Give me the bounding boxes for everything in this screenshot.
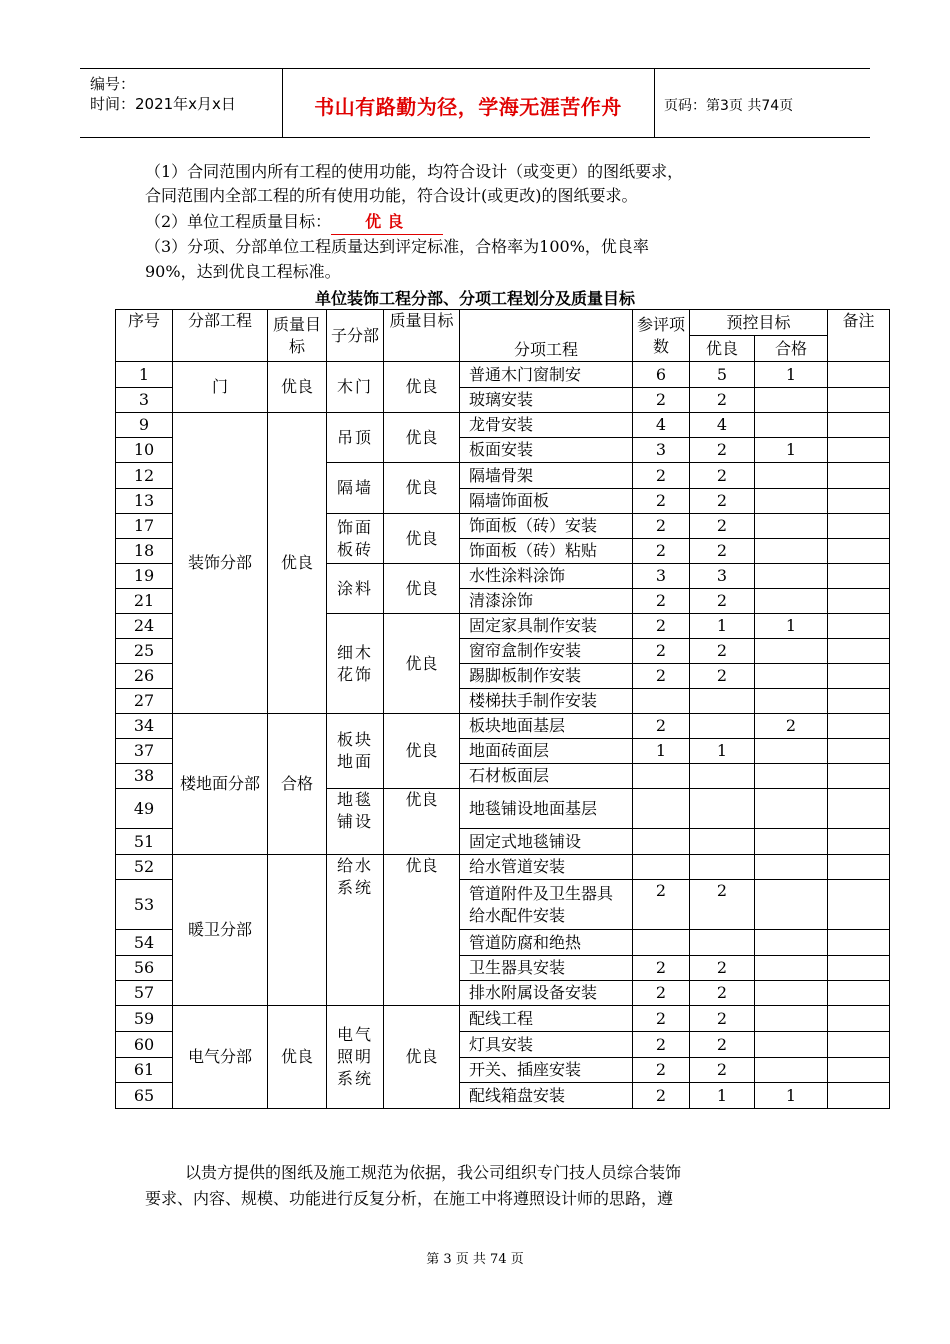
cell-seq: 19 — [116, 564, 173, 589]
cell-seq: 25 — [116, 639, 173, 664]
cell-count: 2 — [633, 639, 690, 664]
cell-subdivision: 吊顶 — [327, 413, 384, 463]
cell-item: 龙骨安装 — [460, 413, 633, 438]
cell-qualified — [755, 930, 828, 956]
cell-remark — [828, 956, 890, 981]
cell-subdivision: 隔墙 — [327, 463, 384, 514]
cell-remark — [828, 689, 890, 714]
cell-remark — [828, 714, 890, 739]
cell-remark — [828, 1083, 890, 1109]
cell-remark — [828, 388, 890, 413]
cell-item: 管道防腐和绝热 — [460, 930, 633, 956]
cell-item: 地毯铺设地面基层 — [460, 789, 633, 829]
closing-paragraph — [145, 1160, 681, 1212]
cell-remark — [828, 639, 890, 664]
table-title: 单位装饰工程分部、分项工程划分及质量目标 — [314, 289, 635, 308]
cell-qualified — [755, 1058, 828, 1083]
cell-count: 2 — [633, 489, 690, 514]
cell-qualified — [755, 539, 828, 564]
cell-sub-quality: 优良 — [384, 789, 460, 855]
cell-excellent: 1 — [690, 1083, 755, 1109]
cell-division: 楼地面分部 — [173, 714, 268, 855]
cell-seq: 21 — [116, 589, 173, 614]
cell-qualified — [755, 1032, 828, 1058]
cell-count — [633, 764, 690, 789]
cell-seq: 49 — [116, 789, 173, 829]
cell-seq: 1 — [116, 362, 173, 388]
cell-remark — [828, 489, 890, 514]
cell-item: 配线工程 — [460, 1006, 633, 1032]
header-item: 分项工程 — [460, 310, 633, 362]
cell-qualified — [755, 514, 828, 539]
cell-count: 2 — [633, 880, 690, 930]
cell-seq: 53 — [116, 880, 173, 930]
cell-excellent — [690, 829, 755, 855]
cell-item: 饰面板（砖）安装 — [460, 514, 633, 539]
cell-subdivision: 涂料 — [327, 564, 384, 614]
cell-remark — [828, 362, 890, 388]
cell-count — [633, 829, 690, 855]
quality-target-table — [115, 309, 890, 1109]
cell-item: 隔墙饰面板 — [460, 489, 633, 514]
header-division: 分部工程 — [173, 310, 268, 362]
cell-remark — [828, 829, 890, 855]
cell-qualified — [755, 1006, 828, 1032]
cell-seq: 17 — [116, 514, 173, 539]
table-row — [116, 855, 890, 880]
cell-seq: 27 — [116, 689, 173, 714]
cell-excellent: 2 — [690, 1058, 755, 1083]
cell-seq: 61 — [116, 1058, 173, 1083]
cell-count: 2 — [633, 1083, 690, 1109]
cell-count: 2 — [633, 463, 690, 489]
header-page-info — [654, 69, 870, 137]
document-number-label: 编号： — [90, 75, 136, 93]
cell-remark — [828, 880, 890, 930]
closing-line-2: 要求、内容、规模、功能进行反复分析，在施工中将遵照设计师的思路，遵 — [145, 1189, 674, 1208]
cell-remark — [828, 564, 890, 589]
cell-subdivision: 电气照明系统 — [327, 1006, 384, 1109]
cell-sub-quality: 优良 — [384, 463, 460, 514]
header-motto — [282, 69, 655, 137]
cell-seq: 13 — [116, 489, 173, 514]
cell-subdivision: 细木花饰 — [327, 614, 384, 714]
cell-excellent: 2 — [690, 1032, 755, 1058]
cell-count: 2 — [633, 589, 690, 614]
cell-seq: 52 — [116, 855, 173, 880]
cell-item: 踢脚板制作安装 — [460, 664, 633, 689]
cell-excellent: 1 — [690, 739, 755, 764]
cell-count: 2 — [633, 614, 690, 639]
cell-sub-quality: 优良 — [384, 855, 460, 1006]
cell-item: 排水附属设备安装 — [460, 981, 633, 1006]
cell-seq: 12 — [116, 463, 173, 489]
cell-qualified: 2 — [755, 714, 828, 739]
cell-count: 3 — [633, 438, 690, 463]
cell-item: 灯具安装 — [460, 1032, 633, 1058]
cell-qualified — [755, 564, 828, 589]
cell-qualified — [755, 739, 828, 764]
cell-remark — [828, 930, 890, 956]
cell-excellent: 2 — [690, 589, 755, 614]
cell-qualified: 1 — [755, 614, 828, 639]
cell-seq: 54 — [116, 930, 173, 956]
cell-excellent: 2 — [690, 539, 755, 564]
cell-remark — [828, 981, 890, 1006]
cell-qualified: 1 — [755, 362, 828, 388]
cell-count: 2 — [633, 714, 690, 739]
cell-count: 2 — [633, 539, 690, 564]
cell-subdivision: 板块地面 — [327, 714, 384, 789]
cell-division: 电气分部 — [173, 1006, 268, 1109]
cell-qualified: 1 — [755, 438, 828, 463]
cell-count: 2 — [633, 981, 690, 1006]
cell-subdivision: 地毯铺设 — [327, 789, 384, 855]
cell-subdivision: 木门 — [327, 362, 384, 413]
paragraph-1-line-2: 合同范围内全部工程的所有使用功能，符合设计(或更改)的图纸要求。 — [145, 186, 638, 205]
cell-count: 2 — [633, 664, 690, 689]
cell-excellent — [690, 855, 755, 880]
cell-count: 2 — [633, 388, 690, 413]
cell-qualified — [755, 463, 828, 489]
cell-excellent: 2 — [690, 1006, 755, 1032]
cell-seq: 60 — [116, 1032, 173, 1058]
cell-item: 石材板面层 — [460, 764, 633, 789]
cell-quality: 优良 — [268, 413, 327, 714]
paragraph-1-line-1: （1）合同范围内所有工程的使用功能，均符合设计（或变更）的图纸要求， — [145, 162, 684, 181]
cell-item: 配线箱盘安装 — [460, 1083, 633, 1109]
quality-goal-label: （2）单位工程质量目标： — [145, 212, 332, 231]
paragraph-3-line-1: （3）分项、分部单位工程质量达到评定标准，合格率为100%，优良率 — [145, 237, 649, 256]
closing-line-1: 以贵方提供的图纸及施工规范为依据，我公司组织专门技人员综合装饰 — [185, 1163, 682, 1182]
cell-excellent — [690, 689, 755, 714]
cell-qualified — [755, 639, 828, 664]
cell-remark — [828, 764, 890, 789]
cell-quality: 优良 — [268, 362, 327, 413]
cell-count — [633, 789, 690, 829]
cell-division: 暖卫分部 — [173, 855, 268, 1006]
cell-remark — [828, 1006, 890, 1032]
cell-item: 清漆涂饰 — [460, 589, 633, 614]
cell-count: 2 — [633, 1032, 690, 1058]
header-qualified: 合格 — [755, 336, 828, 362]
cell-qualified — [755, 789, 828, 829]
cell-excellent: 2 — [690, 463, 755, 489]
table-header-row — [116, 310, 890, 336]
cell-sub-quality: 优良 — [384, 714, 460, 789]
cell-remark — [828, 539, 890, 564]
cell-seq: 56 — [116, 956, 173, 981]
cell-seq: 38 — [116, 764, 173, 789]
cell-sub-quality: 优良 — [384, 413, 460, 463]
cell-excellent: 2 — [690, 639, 755, 664]
cell-qualified — [755, 664, 828, 689]
cell-item: 管道附件及卫生器具给水配件安装 — [460, 880, 633, 930]
cell-excellent: 2 — [690, 438, 755, 463]
cell-excellent: 5 — [690, 362, 755, 388]
cell-item: 隔墙骨架 — [460, 463, 633, 489]
header-quality: 质量目标 — [268, 310, 327, 362]
cell-qualified — [755, 413, 828, 438]
cell-sub-quality: 优良 — [384, 1006, 460, 1109]
cell-seq: 57 — [116, 981, 173, 1006]
paragraph-2 — [145, 210, 443, 235]
cell-seq: 26 — [116, 664, 173, 689]
cell-item: 水性涂料涂饰 — [460, 564, 633, 589]
cell-item: 普通木门窗制安 — [460, 362, 633, 388]
cell-qualified — [755, 880, 828, 930]
cell-item: 开关、插座安装 — [460, 1058, 633, 1083]
cell-qualified — [755, 489, 828, 514]
cell-remark — [828, 463, 890, 489]
cell-item: 饰面板（砖）粘贴 — [460, 539, 633, 564]
cell-remark — [828, 413, 890, 438]
cell-sub-quality: 优良 — [384, 514, 460, 564]
cell-count: 6 — [633, 362, 690, 388]
cell-count: 2 — [633, 514, 690, 539]
page-footer: 第 3 页 共 74 页 — [426, 1252, 524, 1267]
cell-division: 门 — [173, 362, 268, 413]
cell-seq: 51 — [116, 829, 173, 855]
cell-qualified — [755, 689, 828, 714]
cell-item: 板面安装 — [460, 438, 633, 463]
quality-goal-value: 优良 — [331, 210, 443, 235]
cell-qualified — [755, 956, 828, 981]
cell-seq: 3 — [116, 388, 173, 413]
cell-remark — [828, 1058, 890, 1083]
cell-seq: 18 — [116, 539, 173, 564]
cell-excellent: 2 — [690, 489, 755, 514]
header-count: 参评项数 — [633, 310, 690, 362]
cell-excellent: 2 — [690, 388, 755, 413]
cell-quality: 优良 — [268, 1006, 327, 1109]
cell-qualified — [755, 829, 828, 855]
cell-item: 固定式地毯铺设 — [460, 829, 633, 855]
cell-quality — [268, 855, 327, 1006]
cell-seq: 9 — [116, 413, 173, 438]
cell-sub-quality: 优良 — [384, 362, 460, 413]
cell-remark — [828, 789, 890, 829]
cell-item: 地面砖面层 — [460, 739, 633, 764]
cell-count: 2 — [633, 956, 690, 981]
cell-excellent — [690, 764, 755, 789]
cell-qualified — [755, 764, 828, 789]
table-row — [116, 362, 890, 388]
cell-excellent: 2 — [690, 664, 755, 689]
cell-seq: 65 — [116, 1083, 173, 1109]
table-row — [116, 1006, 890, 1032]
header-meta — [80, 69, 283, 137]
cell-count: 2 — [633, 1058, 690, 1083]
cell-count — [633, 689, 690, 714]
cell-item: 固定家具制作安装 — [460, 614, 633, 639]
cell-excellent: 2 — [690, 880, 755, 930]
table-row — [116, 413, 890, 438]
cell-remark — [828, 438, 890, 463]
cell-item: 窗帘盒制作安装 — [460, 639, 633, 664]
motto-text: 书山有路勤为径，学海无涯苦作舟 — [314, 95, 622, 119]
cell-division: 装饰分部 — [173, 413, 268, 714]
cell-count: 3 — [633, 564, 690, 589]
cell-excellent — [690, 930, 755, 956]
cell-excellent: 4 — [690, 413, 755, 438]
header-sub-quality: 质量目标 — [384, 310, 460, 362]
cell-count — [633, 855, 690, 880]
cell-item: 玻璃安装 — [460, 388, 633, 413]
paragraph-3-line-2: 90%，达到优良工程标准。 — [145, 262, 341, 281]
cell-excellent — [690, 714, 755, 739]
cell-count: 2 — [633, 1006, 690, 1032]
cell-remark — [828, 1032, 890, 1058]
cell-item: 给水管道安装 — [460, 855, 633, 880]
cell-sub-quality: 优良 — [384, 564, 460, 614]
cell-excellent: 1 — [690, 614, 755, 639]
cell-qualified — [755, 855, 828, 880]
cell-remark — [828, 664, 890, 689]
document-date: 时间：2021年x月x日 — [90, 95, 236, 113]
cell-seq: 34 — [116, 714, 173, 739]
cell-qualified — [755, 981, 828, 1006]
cell-excellent — [690, 789, 755, 829]
cell-qualified — [755, 388, 828, 413]
cell-seq: 37 — [116, 739, 173, 764]
cell-remark — [828, 514, 890, 539]
cell-qualified — [755, 589, 828, 614]
table-row — [116, 714, 890, 739]
cell-count — [633, 930, 690, 956]
cell-count: 4 — [633, 413, 690, 438]
header-remark: 备注 — [828, 310, 890, 362]
cell-remark — [828, 739, 890, 764]
cell-remark — [828, 855, 890, 880]
cell-remark — [828, 589, 890, 614]
cell-qualified: 1 — [755, 1083, 828, 1109]
cell-remark — [828, 614, 890, 639]
cell-sub-quality: 优良 — [384, 614, 460, 714]
cell-excellent: 2 — [690, 981, 755, 1006]
cell-item: 卫生器具安装 — [460, 956, 633, 981]
cell-excellent: 2 — [690, 514, 755, 539]
cell-seq: 59 — [116, 1006, 173, 1032]
cell-seq: 24 — [116, 614, 173, 639]
cell-item: 板块地面基层 — [460, 714, 633, 739]
header-excellent: 优良 — [690, 336, 755, 362]
cell-count: 1 — [633, 739, 690, 764]
cell-seq: 10 — [116, 438, 173, 463]
cell-item: 楼梯扶手制作安装 — [460, 689, 633, 714]
cell-excellent: 3 — [690, 564, 755, 589]
cell-quality: 合格 — [268, 714, 327, 855]
page-header — [80, 68, 870, 138]
cell-excellent: 2 — [690, 956, 755, 981]
header-subdivision: 子分部 — [327, 310, 384, 362]
header-target: 预控目标 — [690, 310, 828, 336]
page-info-text: 页码：第3页 共74页 — [664, 98, 794, 114]
cell-subdivision: 饰面板砖 — [327, 514, 384, 564]
header-seq: 序号 — [116, 310, 173, 362]
cell-subdivision: 给水系统 — [327, 855, 384, 1006]
